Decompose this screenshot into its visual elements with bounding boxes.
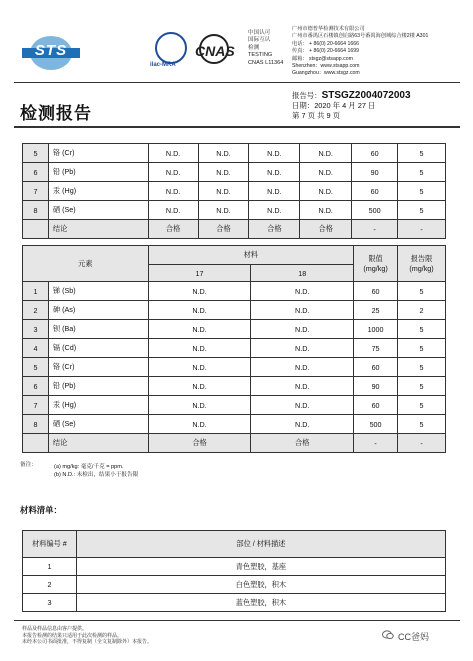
result-cell: N.D. [148,320,251,339]
result-cell: N.D. [148,182,198,201]
result-cell: N.D. [300,144,352,163]
conclusion-cell: - [398,434,446,453]
result-cell: N.D. [251,301,354,320]
conclusion-cell: - [354,434,398,453]
header-limit-unit: (mg/kg) [363,264,388,273]
conclusion-cell: - [398,220,446,239]
report-limit-cell: 5 [398,144,446,163]
notes [54,464,138,479]
row-number: 8 [23,201,49,220]
row-number: 1 [23,282,49,301]
header-row [23,246,446,265]
result-cell: N.D. [251,339,354,358]
footer-line: 未经本公司书面批准，不得复制（全文复制除外）本报告。 [22,639,153,646]
footer-line: 样品及样品信息由客户提供。 [22,626,88,632]
header-material-no: 材料编号 # [23,531,77,558]
accreditation-info [248,30,283,67]
material-no: 2 [23,576,77,594]
result-cell: N.D. [251,415,354,434]
materials-title: 材料清单： [20,505,62,515]
result-cell: N.D. [249,163,300,182]
page-title: 检测报告 [20,104,92,123]
table-row [23,182,446,201]
element-name: 汞 (Hg) [48,182,148,201]
limit-cell: 60 [354,396,398,415]
company-email: 邮箱： stsgz@stsapp.com [292,55,353,62]
footer-text [22,626,152,646]
result-cell: N.D. [148,415,251,434]
limit-cell: 60 [354,358,398,377]
report-limit-cell: 5 [398,163,446,182]
element-name: 汞 (Hg) [48,396,148,415]
conclusion-row [23,220,446,239]
result-cell: N.D. [251,320,354,339]
result-cell: N.D. [148,201,198,220]
report-limit-cell: 5 [398,282,446,301]
report-limit-cell: 2 [398,301,446,320]
wechat-icon [382,630,394,640]
result-cell: N.D. [249,144,300,163]
table-row [23,396,446,415]
result-cell: N.D. [300,163,352,182]
report-info [292,91,411,121]
report-limit-cell: 5 [398,358,446,377]
result-cell: N.D. [249,201,300,220]
company-address: 广州市番禺区石楼镇创启路63号番禺海创城综合楼2楼 A301 [292,33,429,40]
result-cell: N.D. [251,377,354,396]
results-table [22,245,446,453]
limit-cell: 90 [352,163,398,182]
material-no: 1 [23,558,77,576]
blank-cell [23,434,49,453]
result-cell: N.D. [148,358,251,377]
company-fax: 传真： + 86(0) 20-6664 1699 [292,48,360,55]
element-name: 砷 (As) [48,301,148,320]
header-material-desc: 部位 / 材料描述 [76,531,445,558]
material-desc: 青色塑胶，基座 [76,558,445,576]
limit-cell: 60 [352,182,398,201]
element-name: 钡 (Ba) [48,320,148,339]
table-row [23,358,446,377]
accred-line: 检测 [248,44,260,51]
materials-table [22,530,446,612]
row-number: 4 [23,339,49,358]
company-web-gz: Guangzhou：www.stsgz.com [292,70,360,77]
result-cell: N.D. [300,182,352,201]
result-cell: N.D. [198,182,249,201]
table-row [23,576,446,594]
header-divider [14,82,460,83]
header-limit [354,246,398,282]
result-cell: N.D. [198,163,249,182]
row-number: 6 [23,377,49,396]
header-rl-unit: (mg/kg) [409,264,434,273]
result-cell: N.D. [148,396,251,415]
element-name: 铬 (Cr) [48,144,148,163]
result-cell: N.D. [148,377,251,396]
result-cell: N.D. [251,282,354,301]
conclusion-cell: 合格 [249,220,300,239]
header-report-limit [398,246,446,282]
limit-cell: 500 [354,415,398,434]
table-row [23,339,446,358]
header-rl-label: 报告限 [410,254,433,263]
result-cell: N.D. [148,301,251,320]
limit-cell: 25 [354,301,398,320]
material-no: 3 [23,594,77,612]
table-row [23,163,446,182]
result-cell: N.D. [300,201,352,220]
limit-cell: 90 [354,377,398,396]
material-desc: 蓝色塑胶，积木 [76,594,445,612]
result-cell: N.D. [198,201,249,220]
footer-divider [14,620,460,621]
blank-cell [23,220,49,239]
conclusion-row [23,434,446,453]
cnas-logo [195,34,241,66]
note-b: (b) N.D.: 未检出，结果小于报告限 [54,471,139,478]
table-row [23,415,446,434]
header-element: 元素 [23,246,149,282]
report-date-label: 日期： [292,101,315,110]
table-row [23,320,446,339]
sts-logo [22,36,80,70]
result-cell: N.D. [148,282,251,301]
table-row [23,594,446,612]
table-row [23,301,446,320]
title-divider [14,126,460,128]
conclusion-cell: 合格 [300,220,352,239]
conclusion-cell: - [352,220,398,239]
logo-text: STS [34,42,68,59]
conclusion-label: 结论 [48,220,148,239]
company-info [292,26,467,78]
accred-line: 国际互认 [248,37,271,44]
element-name: 铬 (Cr) [48,358,148,377]
table-row [23,201,446,220]
header-material-18: 18 [251,265,354,282]
element-name: 铅 (Pb) [48,163,148,182]
report-limit-cell: 5 [398,396,446,415]
report-limit-cell: 5 [398,415,446,434]
wechat-account-name: CC爸妈 [398,632,429,642]
report-limit-cell: 5 [398,201,446,220]
conclusion-label: 结论 [48,434,148,453]
notes-label: 备注： [20,462,37,468]
table-row [23,558,446,576]
watermark-logo [20,52,26,73]
row-number: 7 [23,182,49,201]
table-row [23,282,446,301]
report-date: 2020 年 4 月 27 日 [314,101,376,110]
ilac-mra-logo [150,32,190,68]
element-name: 铅 (Pb) [48,377,148,396]
material-desc: 白色塑胶，积木 [76,576,445,594]
result-cell: N.D. [148,163,198,182]
table-row [23,144,446,163]
row-number: 2 [23,301,49,320]
page-number: 第 7 页 共 9 页 [292,111,341,120]
element-name: 硒 (Se) [48,201,148,220]
limit-cell: 60 [354,282,398,301]
row-number: 8 [23,415,49,434]
header-limit-label: 限值 [368,254,383,263]
table-row [23,377,446,396]
report-number: STSGZ2004072003 [321,90,411,101]
element-name: 锑 (Sb) [48,282,148,301]
conclusion-cell: 合格 [148,220,198,239]
row-number: 3 [23,320,49,339]
conclusion-cell: 合格 [198,220,249,239]
row-number: 7 [23,396,49,415]
company-web-sz: Shenzhen：www.stsapp.com [292,63,360,70]
result-cell: N.D. [198,144,249,163]
limit-cell: 75 [354,339,398,358]
accred-line: 中国认可 [248,30,271,36]
company-phone: 电话： + 86(0) 20-6664 1666 [292,40,360,47]
row-number: 6 [23,163,49,182]
report-number-label: 报告号： [292,91,322,100]
header-row [23,531,446,558]
result-cell: N.D. [148,339,251,358]
conclusion-cell: 合格 [148,434,251,453]
header-material: 材料 [148,246,353,265]
limit-cell: 60 [352,144,398,163]
note-a: (a) mg/kg: 毫克/千克 = ppm. [54,464,124,470]
element-name: 镉 (Cd) [48,339,148,358]
result-cell: N.D. [148,144,198,163]
limit-cell: 1000 [354,320,398,339]
header-material-17: 17 [148,265,251,282]
conclusion-cell: 合格 [251,434,354,453]
report-limit-cell: 5 [398,320,446,339]
report-limit-cell: 5 [398,182,446,201]
ilac-label: ilac-MRA [150,62,176,68]
row-number: 5 [23,358,49,377]
limit-cell: 500 [352,201,398,220]
company-name: 广州市德普华检测技术有限公司 [292,26,365,32]
cnas-text: CNAS [195,43,235,59]
result-cell: N.D. [251,358,354,377]
element-name: 硒 (Se) [48,415,148,434]
accred-line: CNAS L11364 [248,59,284,66]
result-cell: N.D. [251,396,354,415]
results-table-continued [22,143,446,239]
row-number: 5 [23,144,49,163]
accred-line: TESTING [248,52,273,59]
result-cell: N.D. [249,182,300,201]
report-limit-cell: 5 [398,339,446,358]
footer-line: 本报告检测的结果只适用于此次检测的样品。 [22,632,123,639]
report-limit-cell: 5 [398,377,446,396]
